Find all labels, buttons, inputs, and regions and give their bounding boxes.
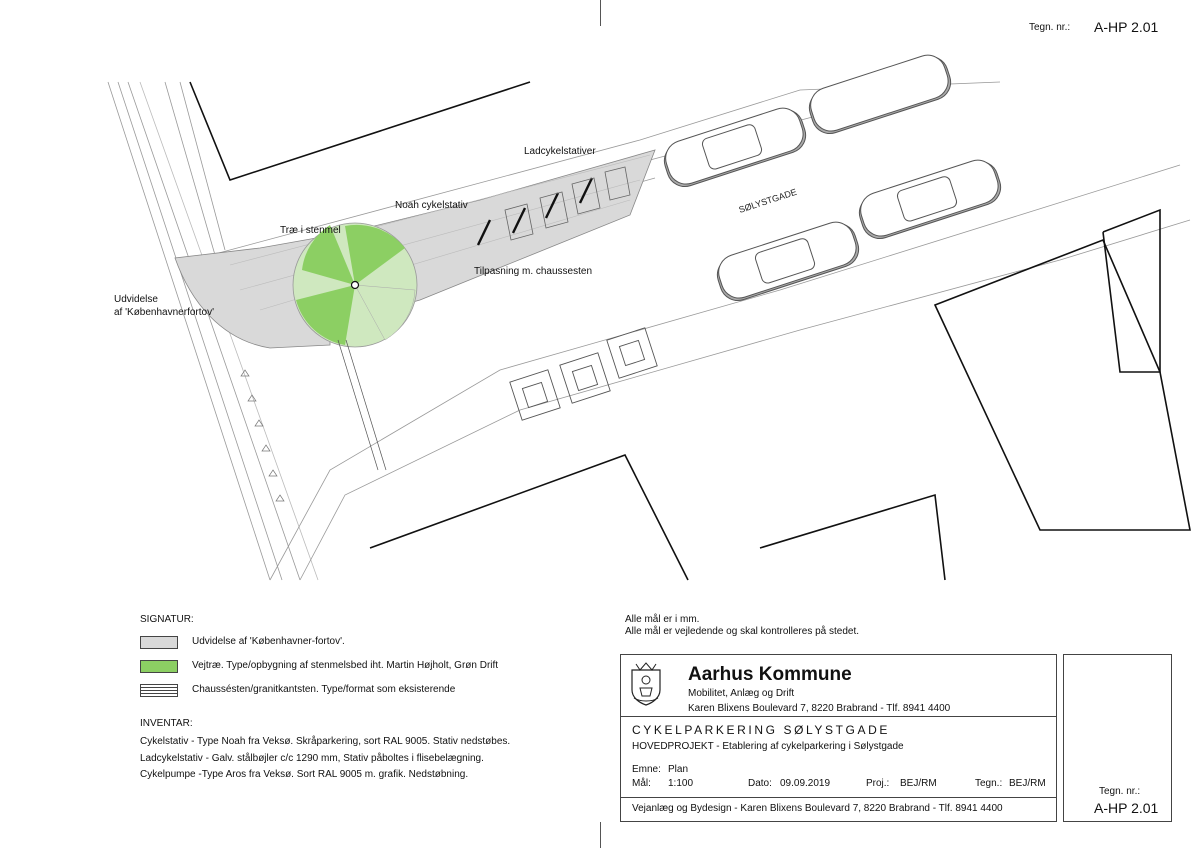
legend-swatch-grey: [140, 636, 178, 649]
legend-text-grey: Udvidelse af 'Københavner-fortov'.: [192, 636, 345, 647]
inventar-line: Cykelpumpe -Type Aros fra Veksø. Sort RAL 9005 m. grafik. Nedstøbning.: [140, 769, 469, 780]
inventar-line: Cykelstativ - Type Noah fra Veksø. Skråparkering, sort RAL 9005. Stativ nedstøbes.: [140, 736, 511, 747]
note-line: Alle mål er vejledende og skal kontrolleres på stedet.: [625, 626, 860, 637]
scale-label: Mål:: [632, 778, 651, 789]
label-tilpasning: Tilpasning m. chaussesten: [474, 266, 593, 277]
label-ladcykel: Ladcykelstativer: [524, 146, 596, 157]
scale-value: 1:100: [668, 778, 694, 789]
street-name: SØLYSTGADE: [737, 186, 799, 215]
tree-bed: [293, 223, 417, 347]
signatur-title: SIGNATUR:: [140, 614, 194, 625]
header-drawing-no: A-HP 2.01: [1094, 19, 1159, 35]
legend-text-green: Vejtræ. Type/opbygning af stenmelsbed iht. Martin Højholt, Grøn Drift: [192, 660, 499, 671]
label-udvidelse-1: Udvidelse: [114, 294, 158, 305]
org-address: Karen Blixens Boulevard 7, 8220 Brabrand - Tlf. 8941 4400: [688, 703, 951, 714]
legend-text-hatch: Chaussésten/granitkantsten. Type/format som eksisterende: [192, 684, 456, 695]
proj-label: Proj.:: [866, 778, 890, 789]
inventar-title: INVENTAR:: [140, 718, 193, 729]
fold-mark-bottom: [600, 822, 601, 848]
legend-swatch-green: [140, 660, 178, 673]
proj-value: BEJ/RM: [900, 778, 937, 789]
side-drawing-no: A-HP 2.01: [1094, 800, 1159, 816]
side-drawing-no-label: Tegn. nr.:: [1099, 786, 1141, 797]
org-dept: Mobilitet, Anlæg og Drift: [688, 688, 795, 699]
footer-address: Vejanlæg og Bydesign - Karen Blixens Boulevard 7, 8220 Brabrand - Tlf. 8941 4400: [632, 803, 1003, 814]
tegn-value: BEJ/RM: [1009, 778, 1046, 789]
emne-label: Emne:: [632, 764, 661, 775]
header-drawing-no-label: Tegn. nr.:: [1029, 22, 1071, 33]
label-tree: Træ i stenmel: [280, 225, 341, 236]
project-title: CYKELPARKERING SØLYSTGADE: [632, 723, 890, 737]
tegn-label: Tegn.:: [975, 778, 1003, 789]
label-noah: Noah cykelstativ: [395, 200, 468, 211]
inventar-line: Ladcykelstativ - Galv. stålbøjler c/c 1290 mm, Stativ påboltes i flisebelægning.: [140, 753, 484, 764]
drains: [510, 328, 657, 420]
date-label: Dato:: [748, 778, 772, 789]
project-subtitle: HOVEDPROJEKT - Etablering af cykelparkering i Sølystgade: [632, 741, 904, 752]
sidewalk-extension: [175, 150, 655, 348]
org-name: Aarhus Kommune: [688, 664, 852, 685]
emne-value: Plan: [668, 764, 689, 775]
parked-cars: [659, 50, 1005, 305]
tactile-markers: [241, 370, 284, 501]
label-udvidelse-2: af 'Københavnerfortov': [114, 307, 214, 318]
cobble-row: [338, 340, 386, 470]
legend-swatch-hatch: [140, 684, 178, 697]
note-line: Alle mål er i mm.: [625, 614, 700, 625]
date-value: 09.09.2019: [780, 778, 831, 789]
coat-of-arms-logo: [630, 662, 662, 706]
